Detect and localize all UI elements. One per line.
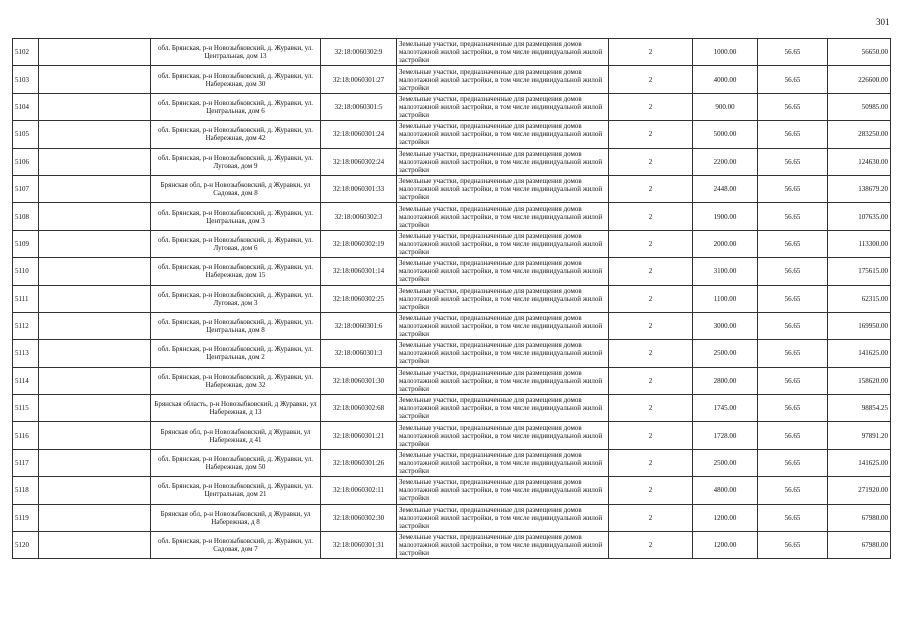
group-cell: 2 [609,340,693,367]
area-cell: 2448.00 [693,175,758,202]
cadastral-number-cell: 32:18:0060301:31 [321,532,397,559]
empty-cell [39,504,151,531]
cadastral-number-cell: 32:18:0060301:33 [321,175,397,202]
area-cell: 5000.00 [693,121,758,148]
cadastral-value-cell: 107635.00 [828,203,891,230]
row-number-cell: 5105 [13,121,39,148]
empty-cell [39,422,151,449]
table-row [13,285,891,312]
address-cell: обл. Брянская, р-н Новозыбковский, д. Журавки, ул. Набережная, дом 30 [151,66,321,93]
empty-cell [39,449,151,476]
land-purpose-cell: Земельные участки, предназначенные для размещения домов малоэтажной жилой застройки, в том числе индивидуальной жилой застройки [397,121,609,148]
specific-value-cell: 56.65 [758,532,828,559]
group-cell: 2 [609,504,693,531]
group-cell: 2 [609,203,693,230]
table-row [13,175,891,202]
area-cell: 900.00 [693,93,758,120]
row-number-cell: 5102 [13,39,39,66]
group-cell: 2 [609,532,693,559]
empty-cell [39,175,151,202]
table-body [13,39,891,559]
table-row [13,230,891,257]
specific-value-cell: 56.65 [758,477,828,504]
group-cell: 2 [609,258,693,285]
table-row [13,148,891,175]
cadastral-value-cell: 67980.00 [828,504,891,531]
address-cell: Брянская обл, р-н Новозыбковский, д Журавки, ул Садовая, дом 8 [151,175,321,202]
cadastral-number-cell: 32:18:0060302:68 [321,395,397,422]
empty-cell [39,258,151,285]
address-cell: обл. Брянская, р-н Новозыбковский, д. Журавки, ул. Набережная, дом 15 [151,258,321,285]
area-cell: 1200.00 [693,504,758,531]
cadastral-number-cell: 32:18:0060302:24 [321,148,397,175]
address-cell: обл. Брянская, р-н Новозыбковский, д. Журавки, ул. Центральная, дом 6 [151,93,321,120]
specific-value-cell: 56.65 [758,175,828,202]
cadastral-value-cell: 141625.00 [828,449,891,476]
area-cell: 1000.00 [693,39,758,66]
table-row [13,340,891,367]
empty-cell [39,230,151,257]
land-purpose-cell: Земельные участки, предназначенные для размещения домов малоэтажной жилой застройки, в том числе индивидуальной жилой застройки [397,93,609,120]
specific-value-cell: 56.65 [758,422,828,449]
row-number-cell: 5114 [13,367,39,394]
address-cell: Брянская область, р-н Новозыбковский, д Журавки, ул Набережная, д 13 [151,395,321,422]
address-cell: обл. Брянская, р-н Новозыбковский, д. Журавки, ул. Луговая, дом 9 [151,148,321,175]
area-cell: 3000.00 [693,312,758,339]
table-row [13,66,891,93]
cadastral-value-cell: 141625.00 [828,340,891,367]
row-number-cell: 5104 [13,93,39,120]
cadastral-value-cell: 226600.00 [828,66,891,93]
area-cell: 2000.00 [693,230,758,257]
specific-value-cell: 56.65 [758,121,828,148]
table-row [13,312,891,339]
land-purpose-cell: Земельные участки, предназначенные для размещения домов малоэтажной жилой застройки, в том числе индивидуальной жилой застройки [397,532,609,559]
cadastral-number-cell: 32:18:0060302:11 [321,477,397,504]
group-cell: 2 [609,312,693,339]
empty-cell [39,39,151,66]
cadastral-value-cell: 175615.00 [828,258,891,285]
specific-value-cell: 56.65 [758,258,828,285]
land-purpose-cell: Земельные участки, предназначенные для размещения домов малоэтажной жилой застройки, в том числе индивидуальной жилой застройки [397,66,609,93]
row-number-cell: 5106 [13,148,39,175]
land-purpose-cell: Земельные участки, предназначенные для размещения домов малоэтажной жилой застройки, в том числе индивидуальной жилой застройки [397,477,609,504]
address-cell: обл. Брянская, р-н Новозыбковский, д. Журавки, ул. Набережная, дом 50 [151,449,321,476]
land-purpose-cell: Земельные участки, предназначенные для размещения домов малоэтажной жилой застройки, в том числе индивидуальной жилой застройки [397,175,609,202]
group-cell: 2 [609,477,693,504]
cadastral-number-cell: 32:18:0060302:30 [321,504,397,531]
group-cell: 2 [609,285,693,312]
page-number: 301 [876,17,890,27]
empty-cell [39,66,151,93]
empty-cell [39,148,151,175]
cadastral-number-cell: 32:18:0060301:14 [321,258,397,285]
table-row [13,449,891,476]
area-cell: 3100.00 [693,258,758,285]
table-row [13,395,891,422]
row-number-cell: 5115 [13,395,39,422]
specific-value-cell: 56.65 [758,39,828,66]
cadastral-number-cell: 32:18:0060302:3 [321,203,397,230]
empty-cell [39,395,151,422]
empty-cell [39,93,151,120]
row-number-cell: 5107 [13,175,39,202]
specific-value-cell: 56.65 [758,449,828,476]
area-cell: 2500.00 [693,449,758,476]
land-purpose-cell: Земельные участки, предназначенные для размещения домов малоэтажной жилой застройки, в том числе индивидуальной жилой застройки [397,312,609,339]
cadastral-number-cell: 32:18:0060301:5 [321,93,397,120]
land-purpose-cell: Земельные участки, предназначенные для размещения домов малоэтажной жилой застройки, в том числе индивидуальной жилой застройки [397,449,609,476]
specific-value-cell: 56.65 [758,93,828,120]
specific-value-cell: 56.65 [758,66,828,93]
area-cell: 1728.00 [693,422,758,449]
cadastral-value-cell: 62315.00 [828,285,891,312]
area-cell: 1100.00 [693,285,758,312]
table-row [13,258,891,285]
cadastral-value-cell: 138679.20 [828,175,891,202]
row-number-cell: 5109 [13,230,39,257]
specific-value-cell: 56.65 [758,367,828,394]
land-purpose-cell: Земельные участки, предназначенные для размещения домов малоэтажной жилой застройки, в том числе индивидуальной жилой застройки [397,203,609,230]
row-number-cell: 5113 [13,340,39,367]
land-purpose-cell: Земельные участки, предназначенные для размещения домов малоэтажной жилой застройки, в том числе индивидуальной жилой застройки [397,148,609,175]
cadastral-number-cell: 32:18:0060302:9 [321,39,397,66]
area-cell: 2800.00 [693,367,758,394]
cadastral-value-cell: 67980.00 [828,532,891,559]
area-cell: 1745.00 [693,395,758,422]
group-cell: 2 [609,230,693,257]
group-cell: 2 [609,422,693,449]
row-number-cell: 5111 [13,285,39,312]
row-number-cell: 5119 [13,504,39,531]
table-row [13,203,891,230]
address-cell: обл. Брянская, р-н Новозыбковский, д. Журавки, ул. Центральная, дом 8 [151,312,321,339]
table-row [13,422,891,449]
group-cell: 2 [609,121,693,148]
area-cell: 4800.00 [693,477,758,504]
cadastral-number-cell: 32:18:0060301:21 [321,422,397,449]
cadastral-number-cell: 32:18:0060301:27 [321,66,397,93]
address-cell: обл. Брянская, р-н Новозыбковский, д. Журавки, ул. Центральная, дом 2 [151,340,321,367]
row-number-cell: 5116 [13,422,39,449]
land-purpose-cell: Земельные участки, предназначенные для размещения домов малоэтажной жилой застройки, в том числе индивидуальной жилой застройки [397,285,609,312]
empty-cell [39,285,151,312]
specific-value-cell: 56.65 [758,148,828,175]
cadastral-value-cell: 97891.20 [828,422,891,449]
table-row [13,367,891,394]
cadastral-number-cell: 32:18:0060301:3 [321,340,397,367]
land-purpose-cell: Земельные участки, предназначенные для размещения домов малоэтажной жилой застройки, в том числе индивидуальной жилой застройки [397,230,609,257]
address-cell: обл. Брянская, р-н Новозыбковский, д. Журавки, ул. Набережная, дом 42 [151,121,321,148]
table-row [13,121,891,148]
address-cell: обл. Брянская, р-н Новозыбковский, д. Журавки, ул. Луговая, дом 3 [151,285,321,312]
land-purpose-cell: Земельные участки, предназначенные для размещения домов малоэтажной жилой застройки, в том числе индивидуальной жилой застройки [397,422,609,449]
cadastral-value-cell: 283250.00 [828,121,891,148]
table-row [13,532,891,559]
address-cell: Брянская обл, р-н Новозыбковский, д Журавки, ул Набережная, д 41 [151,422,321,449]
empty-cell [39,367,151,394]
group-cell: 2 [609,367,693,394]
land-purpose-cell: Земельные участки, предназначенные для размещения домов малоэтажной жилой застройки, в том числе индивидуальной жилой застройки [397,39,609,66]
empty-cell [39,203,151,230]
cadastral-number-cell: 32:18:0060301:26 [321,449,397,476]
address-cell: Брянская обл, р-н Новозыбковский, д Журавки, ул Набережная, д 8 [151,504,321,531]
specific-value-cell: 56.65 [758,230,828,257]
row-number-cell: 5117 [13,449,39,476]
table-row [13,93,891,120]
group-cell: 2 [609,395,693,422]
row-number-cell: 5112 [13,312,39,339]
empty-cell [39,340,151,367]
address-cell: обл. Брянская, р-н Новозыбковский, д. Журавки, ул. Садовая, дом 7 [151,532,321,559]
specific-value-cell: 56.65 [758,312,828,339]
area-cell: 2200.00 [693,148,758,175]
table-row [13,39,891,66]
area-cell: 2500.00 [693,340,758,367]
address-cell: обл. Брянская, р-н Новозыбковский, д. Журавки, ул. Луговая, дом 6 [151,230,321,257]
cadastral-number-cell: 32:18:0060301:6 [321,312,397,339]
table-row [13,477,891,504]
land-purpose-cell: Земельные участки, предназначенные для размещения домов малоэтажной жилой застройки, в том числе индивидуальной жилой застройки [397,258,609,285]
cadastral-value-cell: 98854.25 [828,395,891,422]
address-cell: обл. Брянская, р-н Новозыбковский, д. Журавки, ул. Центральная, дом 13 [151,39,321,66]
empty-cell [39,477,151,504]
specific-value-cell: 56.65 [758,395,828,422]
specific-value-cell: 56.65 [758,504,828,531]
row-number-cell: 5120 [13,532,39,559]
land-purpose-cell: Земельные участки, предназначенные для размещения домов малоэтажной жилой застройки, в том числе индивидуальной жилой застройки [397,367,609,394]
cadastral-value-cell: 271920.00 [828,477,891,504]
row-number-cell: 5103 [13,66,39,93]
cadastral-value-cell: 56650.00 [828,39,891,66]
cadastral-number-cell: 32:18:0060302:25 [321,285,397,312]
cadastral-number-cell: 32:18:0060302:19 [321,230,397,257]
row-number-cell: 5118 [13,477,39,504]
empty-cell [39,312,151,339]
group-cell: 2 [609,148,693,175]
group-cell: 2 [609,93,693,120]
group-cell: 2 [609,175,693,202]
group-cell: 2 [609,39,693,66]
land-purpose-cell: Земельные участки, предназначенные для размещения домов малоэтажной жилой застройки, в том числе индивидуальной жилой застройки [397,395,609,422]
table-row [13,504,891,531]
cadastral-value-cell: 50985.00 [828,93,891,120]
land-registry-table [12,38,891,559]
specific-value-cell: 56.65 [758,285,828,312]
specific-value-cell: 56.65 [758,340,828,367]
cadastral-number-cell: 32:18:0060301:30 [321,367,397,394]
cadastral-number-cell: 32:18:0060301:24 [321,121,397,148]
address-cell: обл. Брянская, р-н Новозыбковский, д. Журавки, ул. Центральная, дом 3 [151,203,321,230]
group-cell: 2 [609,449,693,476]
address-cell: обл. Брянская, р-н Новозыбковский, д. Журавки, ул. Центральная, дом 21 [151,477,321,504]
land-purpose-cell: Земельные участки, предназначенные для размещения домов малоэтажной жилой застройки, в том числе индивидуальной жилой застройки [397,504,609,531]
group-cell: 2 [609,66,693,93]
area-cell: 4000.00 [693,66,758,93]
row-number-cell: 5110 [13,258,39,285]
row-number-cell: 5108 [13,203,39,230]
cadastral-value-cell: 158620.00 [828,367,891,394]
land-purpose-cell: Земельные участки, предназначенные для размещения домов малоэтажной жилой застройки, в том числе индивидуальной жилой застройки [397,340,609,367]
cadastral-value-cell: 113300.00 [828,230,891,257]
empty-cell [39,532,151,559]
cadastral-value-cell: 169950.00 [828,312,891,339]
address-cell: обл. Брянская, р-н Новозыбковский, д. Журавки, ул. Набережная, дом 32 [151,367,321,394]
specific-value-cell: 56.65 [758,203,828,230]
cadastral-value-cell: 124630.00 [828,148,891,175]
area-cell: 1900.00 [693,203,758,230]
area-cell: 1200.00 [693,532,758,559]
empty-cell [39,121,151,148]
